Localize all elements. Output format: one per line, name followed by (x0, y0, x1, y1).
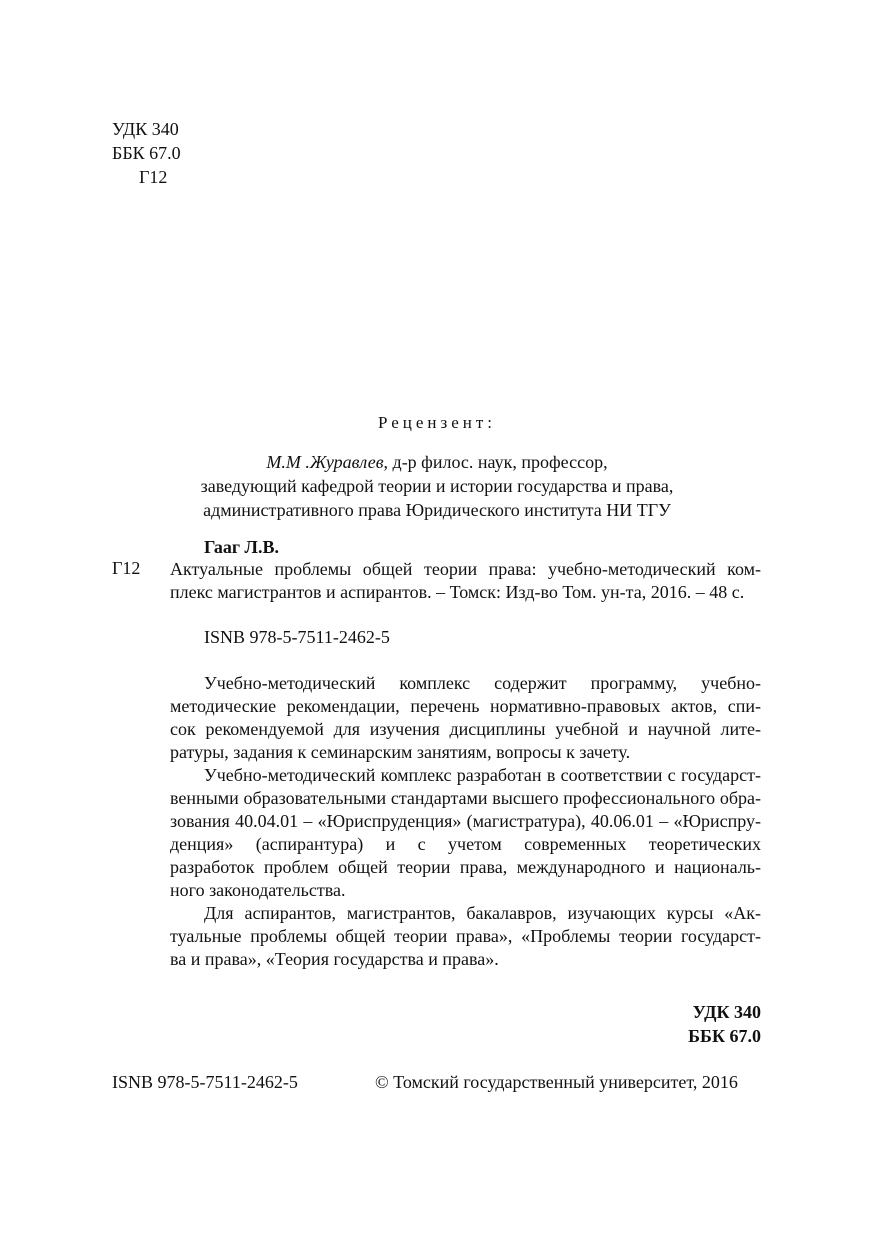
author-mark-code: Г12 (139, 167, 168, 187)
annotation-line: разработок проблем общей теории права, международного и националь- (170, 857, 761, 877)
isbn-footer: ISNB 978-5-7511-2462-5 (112, 1072, 298, 1092)
udk-code: УДК 340 (112, 119, 179, 139)
udk-code-bottom: УДК 340 (692, 1002, 761, 1022)
reviewer-name: М.М .Журавлев (266, 452, 384, 472)
annotation-paragraph-3 (170, 902, 761, 971)
annotation-line: ного законодательства. (170, 880, 346, 900)
annotation-line: Учебно-методический комплекс разработан в соответствии с государст- (204, 765, 761, 785)
reviewer-line-3: административного права Юридического института НИ ТГУ (203, 500, 671, 520)
annotation-line: ратуры, задания к семинарским занятиям, вопросы к зачету. (170, 742, 631, 762)
annotation-paragraph-1 (170, 672, 761, 764)
book-title-text-1: Актуальные проблемы общей теории права: учебно-методический ком- (170, 559, 761, 579)
annotation-line: денция» (аспирантура) и с учетом современных теоретических (170, 834, 761, 854)
annotation-line: Учебно-методический комплекс содержит программу, учебно- (204, 673, 761, 693)
annotation-line: методические рекомендации, перечень нормативно-правовых актов, спи- (170, 696, 761, 716)
reviewer-line-1 (0, 450, 874, 474)
bbk-code-bottom: ББК 67.0 (688, 1026, 761, 1046)
annotation-line: сок рекомендуемой для изучения дисциплины учебной и научной лите- (170, 719, 761, 739)
annotation-line: туальные проблемы общей теории права», «Проблемы теории государст- (170, 926, 761, 946)
annotation-paragraph-2 (170, 764, 761, 902)
bbk-code: ББК 67.0 (112, 143, 181, 163)
classification-block-top (112, 117, 181, 189)
reviewer-line-2: заведующий кафедрой теории и истории государства и права, (200, 476, 674, 496)
annotation-line: ва и права», «Теория государства и права». (170, 949, 499, 969)
isbn-bibliography: ISNB 978-5-7511-2462-5 (204, 627, 390, 647)
book-title-line-1 (170, 558, 761, 581)
reviewer-degree: , д-р филос. наук, профессор, (383, 452, 608, 472)
annotation-line: Для аспирантов, магистрантов, бакалавров, изучающих курсы «Ак- (204, 903, 761, 923)
reviewer-heading: Рецензент: (377, 413, 497, 432)
annotation-line: зования 40.04.01 – «Юриспруденция» (магистратура), 40.06.01 – «Юриспру- (170, 811, 761, 831)
reviewer-block (0, 450, 874, 522)
copyright-notice: © Томский государственный университет, 2016 (375, 1072, 738, 1092)
book-title-line-2: плекс магистрантов и аспирантов. – Томск: Изд-во Том. ун-та, 2016. – 48 с. (170, 582, 745, 602)
annotation-line: венными образовательными стандартами высшего профессионального обра- (170, 788, 761, 808)
classification-block-bottom (688, 1000, 761, 1048)
bibliography-code: Г12 (112, 558, 141, 578)
book-author: Гааг Л.В. (204, 537, 279, 557)
